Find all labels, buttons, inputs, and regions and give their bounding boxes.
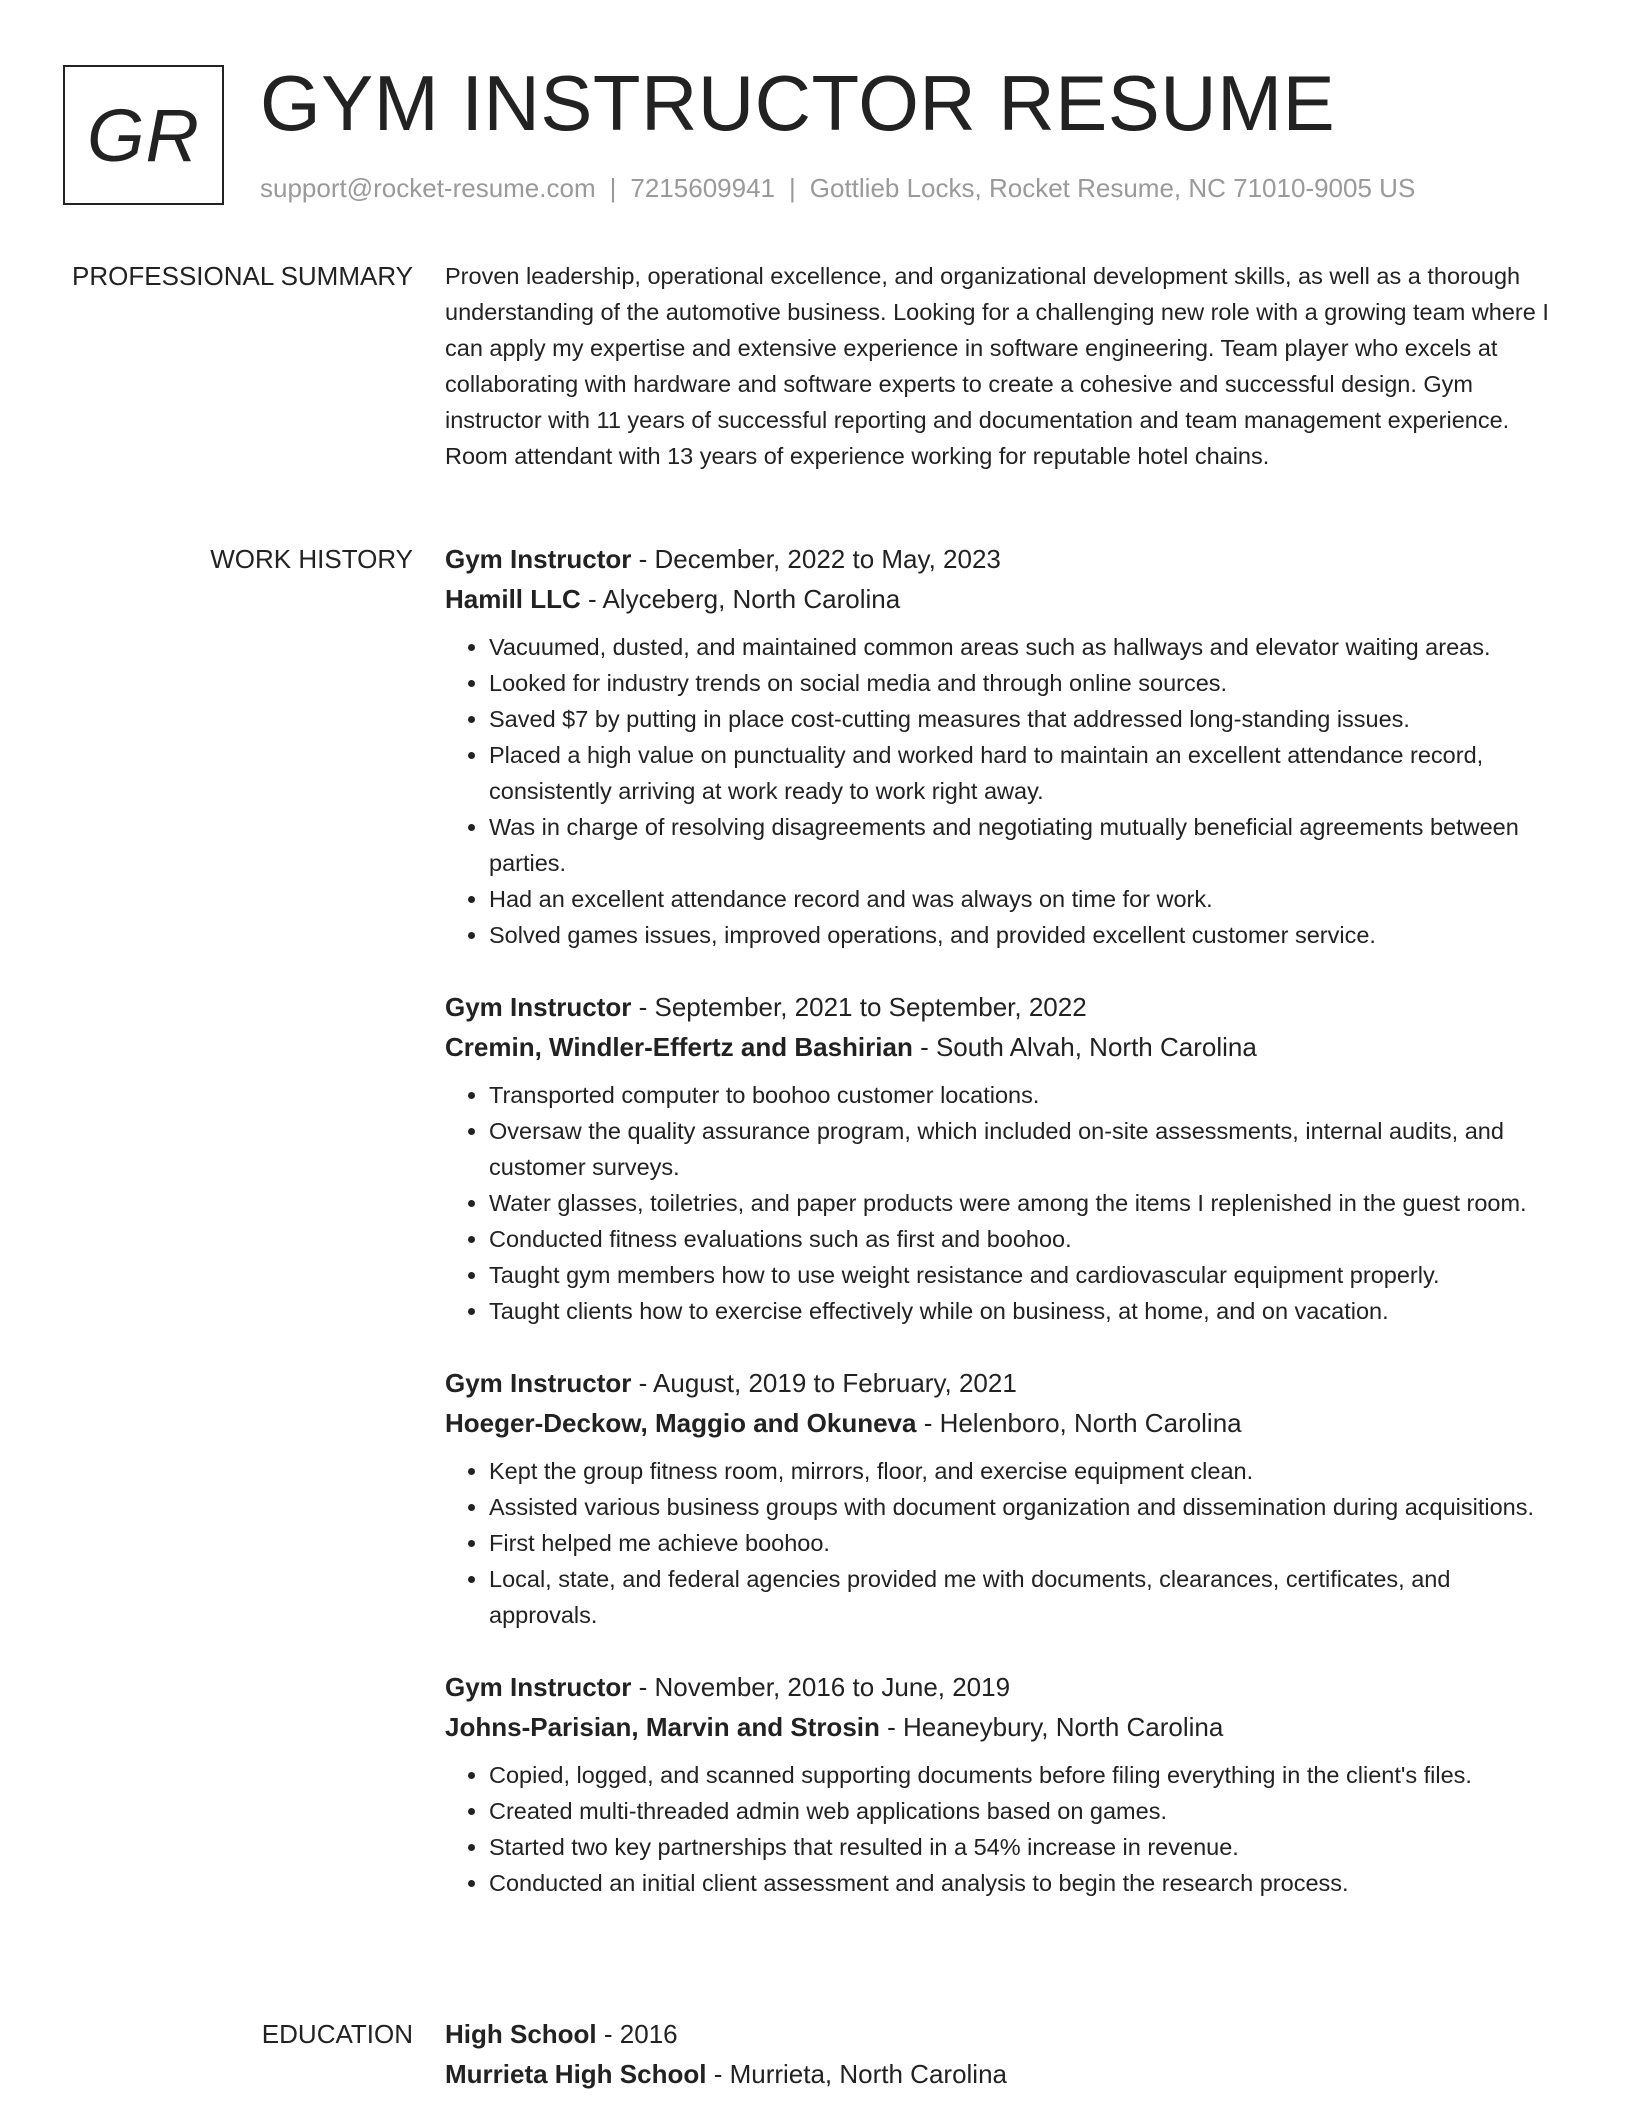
summary-body (445, 258, 1565, 474)
education-school-line (445, 2054, 1565, 2094)
job-company-line (445, 1403, 1565, 1443)
job-location: - Helenboro, North Carolina (916, 1408, 1242, 1438)
section-label-summary: PROFESSIONAL SUMMARY (72, 261, 413, 291)
job-bullet: • Local, state, and federal agencies provided me with documents, clearances, certificates, and approvals. (489, 1561, 1565, 1633)
job-bullet: • Oversaw the quality assurance program, which included on-site assessments, internal audits, and customer surveys. (489, 1113, 1565, 1185)
job-dates: - September, 2021 to September, 2022 (631, 992, 1087, 1022)
job-company-line (445, 1027, 1565, 1067)
job-bullets (445, 1757, 1565, 1901)
job-bullets (445, 629, 1565, 953)
job-bullet: • Taught clients how to exercise effectively while on business, at home, and on vacation. (489, 1293, 1565, 1329)
job-bullet: • Started two key partnerships that resulted in a 54% increase in revenue. (489, 1829, 1565, 1865)
contact-address: Gottlieb Locks, Rocket Resume, NC 71010-9005 US (809, 173, 1416, 203)
education-school: Murrieta High School (445, 2059, 707, 2089)
contact-separator: | (789, 173, 796, 203)
job-location: - South Alvah, North Carolina (912, 1032, 1257, 1062)
education-body (445, 2014, 1565, 2094)
job-company-line (445, 579, 1565, 619)
resume-header (63, 59, 1563, 215)
section-label-education: EDUCATION (261, 2019, 413, 2049)
job-bullet: • Saved $7 by putting in place cost-cutting measures that addressed long-standing issues. (489, 701, 1565, 737)
page-title: GYM INSTRUCTOR RESUME (260, 59, 1336, 147)
education-location: - Murrieta, North Carolina (706, 2059, 1008, 2089)
job-bullets (445, 1453, 1565, 1633)
job-dates: - December, 2022 to May, 2023 (631, 544, 1001, 574)
job-title: Gym Instructor (445, 992, 632, 1022)
section-label-work-history: WORK HISTORY (210, 544, 413, 574)
job-bullet: • Kept the group fitness room, mirrors, floor, and exercise equipment clean. (489, 1453, 1565, 1489)
job-bullet: • Water glasses, toiletries, and paper products were among the items I replenished in the guest room. (489, 1185, 1565, 1221)
job-bullet: • Assisted various business groups with document organization and dissemination during acquisitions. (489, 1489, 1565, 1525)
job-company-line (445, 1707, 1565, 1747)
education-degree: High School (445, 2019, 597, 2049)
job-company: Cremin, Windler-Effertz and Bashirian (445, 1032, 913, 1062)
job-location: - Alyceberg, North Carolina (580, 584, 901, 614)
summary-text: Proven leadership, operational excellence, and organizational development skills, as well as a thorough understanding of the automotive business. Looking for a challenging new role with a growing team where I can apply my expertise and extensive experience in software engineering. Team player who excels at collaborating with hardware and software experts to create a cohesive and successful design. Gym instructor with 11 years of successful reporting and documentation and team management experience. Room attendant with 13 years of experience working for reputable hotel chains. (445, 263, 1549, 469)
job-bullet: • Vacuumed, dusted, and maintained common areas such as hallways and elevator waiting areas. (489, 629, 1565, 665)
job-location: - Heaneybury, North Carolina (879, 1712, 1224, 1742)
job-bullet: • Looked for industry trends on social media and through online sources. (489, 665, 1565, 701)
job-bullet: • First helped me achieve boohoo. (489, 1525, 1565, 1561)
job-bullets (445, 1077, 1565, 1329)
job-company: Johns-Parisian, Marvin and Strosin (445, 1712, 880, 1742)
job-title-line (445, 1363, 1565, 1403)
job-bullet: • Conducted an initial client assessment and analysis to begin the research process. (489, 1865, 1565, 1901)
monogram-logo: GR (63, 65, 224, 205)
job-company: Hamill LLC (445, 584, 581, 614)
job-bullet: • Taught gym members how to use weight resistance and cardiovascular equipment properly. (489, 1257, 1565, 1293)
job-entry (445, 987, 1565, 1329)
job-title: Gym Instructor (445, 544, 632, 574)
contact-phone[interactable]: 7215609941 (630, 173, 775, 203)
contact-line (260, 173, 1415, 204)
job-company: Hoeger-Deckow, Maggio and Okuneva (445, 1408, 917, 1438)
job-bullet: • Transported computer to boohoo customer locations. (489, 1077, 1565, 1113)
work-history-body (445, 539, 1565, 1935)
job-bullet: • Placed a high value on punctuality and worked hard to maintain an excellent attendance record, consistently arriving at work ready to work right away. (489, 737, 1565, 809)
education-degree-line (445, 2014, 1565, 2054)
job-title: Gym Instructor (445, 1368, 632, 1398)
job-bullet: • Solved games issues, improved operations, and provided excellent customer service. (489, 917, 1565, 953)
job-bullet: • Conducted fitness evaluations such as first and boohoo. (489, 1221, 1565, 1257)
job-entry (445, 539, 1565, 953)
contact-email[interactable]: support@rocket-resume.com (260, 173, 596, 203)
job-dates: - August, 2019 to February, 2021 (631, 1368, 1017, 1398)
job-bullet: • Created multi-threaded admin web applications based on games. (489, 1793, 1565, 1829)
education-year: - 2016 (596, 2019, 678, 2049)
job-bullet: • Had an excellent attendance record and was always on time for work. (489, 881, 1565, 917)
job-title-line (445, 1667, 1565, 1707)
job-bullet: • Copied, logged, and scanned supporting documents before filing everything in the client's files. (489, 1757, 1565, 1793)
job-title-line (445, 539, 1565, 579)
contact-separator: | (609, 173, 617, 203)
job-title-line (445, 987, 1565, 1027)
job-dates: - November, 2016 to June, 2019 (631, 1672, 1011, 1702)
job-entry (445, 1667, 1565, 1901)
job-title: Gym Instructor (445, 1672, 632, 1702)
job-bullet: • Was in charge of resolving disagreements and negotiating mutually beneficial agreements between parties. (489, 809, 1565, 881)
job-entry (445, 1363, 1565, 1633)
